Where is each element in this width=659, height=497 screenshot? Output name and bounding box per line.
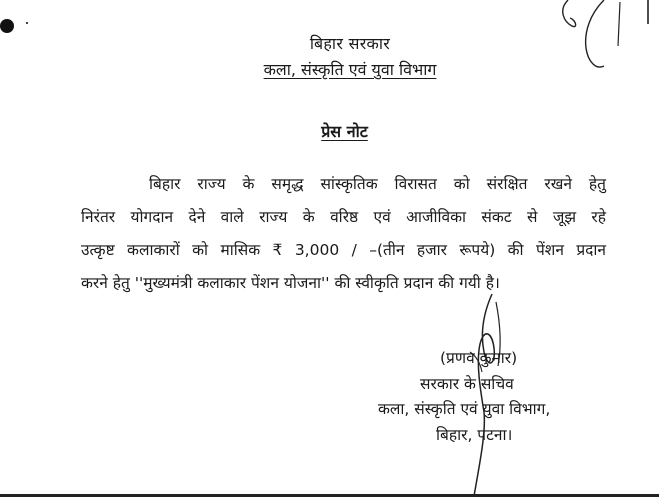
body-line-1: बिहार राज्य के समृद्ध सांस्कृतिक विरासत को संरक्षित रखने हेतु bbox=[149, 175, 606, 193]
speck-mark bbox=[26, 22, 28, 24]
body-line-2: निरंतर योगदान देने वाले राज्य के वरिष्ठ एवं आजीविका संकट से जूझ रहे bbox=[81, 208, 606, 226]
signatory-department: कला, संस्कृति एवं युवा विभाग, bbox=[378, 400, 551, 418]
press-note-body bbox=[81, 168, 606, 300]
department-name-text: कला, संस्कृति एवं युवा विभाग bbox=[263, 60, 437, 79]
body-line-4: करने हेतु ''मुख्यमंत्री कलाकार पेंशन योजना'' की स्वीकृति प्रदान की गयी है। bbox=[81, 274, 500, 292]
signature-block bbox=[378, 346, 598, 448]
body-line-3: उत्कृष्ट कलाकारों को मासिक ₹ 3,000 / –(तीन हजार रूपये) की पेंशन प्रदान bbox=[81, 241, 606, 259]
department-name bbox=[0, 58, 659, 80]
signatory-role: सरकार के सचिव bbox=[420, 374, 514, 393]
punch-hole-mark bbox=[0, 19, 14, 33]
press-note-title bbox=[0, 120, 659, 142]
press-note-title-text: प्रेस नोट bbox=[321, 122, 368, 141]
signatory-place: बिहार, पटना। bbox=[436, 425, 513, 444]
government-name: बिहार सरकार bbox=[309, 34, 391, 53]
signatory-name: (प्रणव कुमार) bbox=[440, 349, 518, 367]
